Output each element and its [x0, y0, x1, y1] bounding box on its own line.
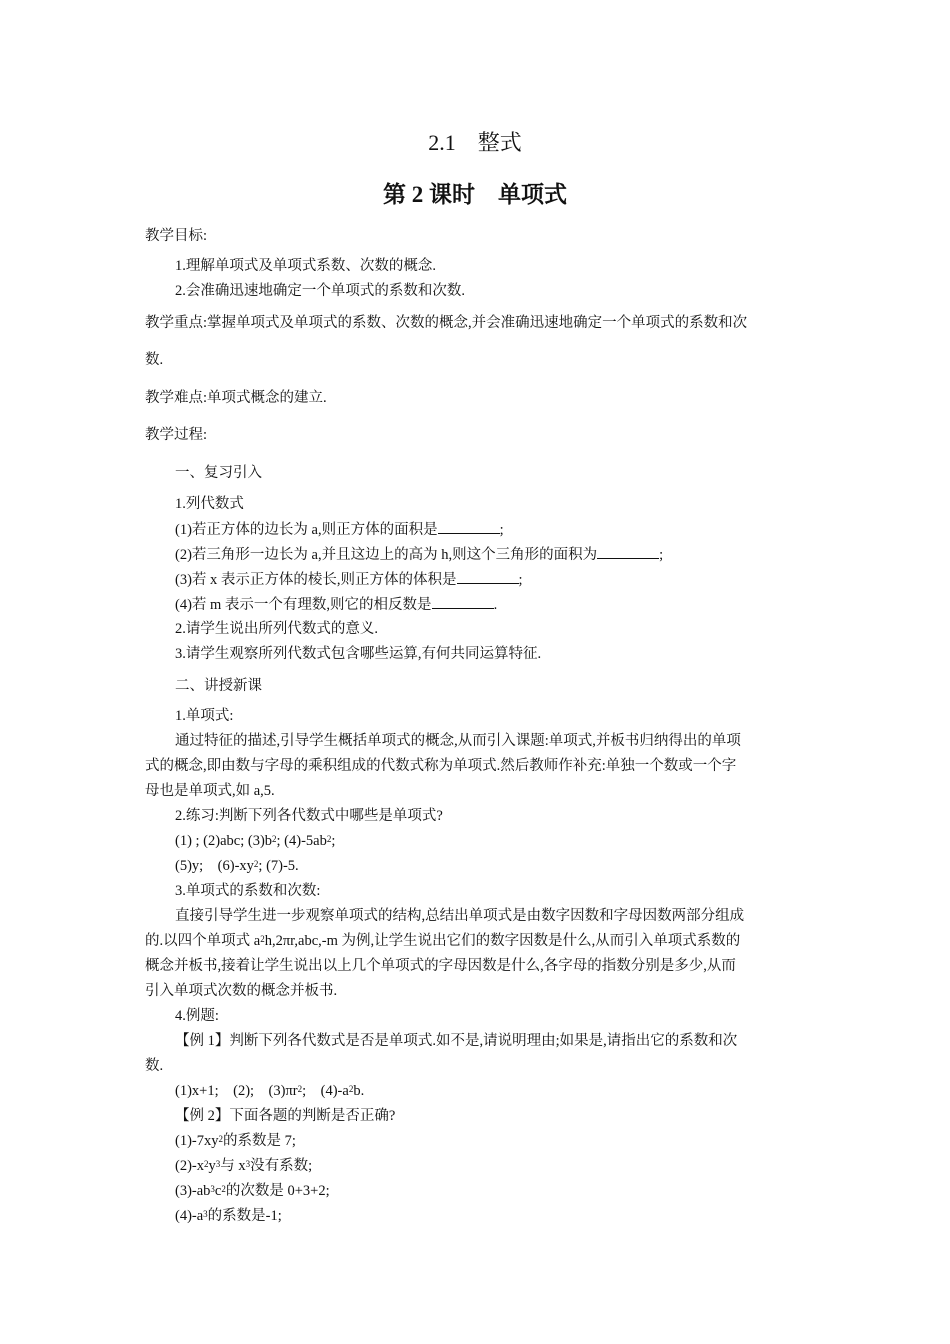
paragraph-line	[145, 931, 740, 951]
question-text: (3)若 x 表示正方体的棱长,则正方体的体积是	[175, 572, 457, 588]
exponent: 3	[215, 1159, 221, 1169]
review-item: 2.请学生说出所列代数式的意义.	[175, 621, 378, 637]
exponent: 2	[297, 1084, 303, 1094]
objective-item: 1.理解单项式及单项式系数、次数的概念.	[175, 258, 436, 274]
expr-text: (3)-ab	[175, 1183, 211, 1199]
exponent: 2	[326, 834, 332, 844]
example-line: 【例 1】判断下列各代数式是否是单项式.如不是,请说明理由;如果是,请指出它的系数和次	[175, 1033, 738, 1049]
example-items	[175, 1081, 364, 1101]
expr-text: 的系数是-1;	[207, 1208, 282, 1224]
paragraph-line: 通过特征的描述,引导学生概括单项式的概念,从而引入课题:单项式,并板书归纳得出的单项	[175, 733, 741, 749]
exponent: 3	[203, 1209, 208, 1219]
review-heading: 一、复习引入	[175, 465, 262, 481]
lesson-title: 第 2 课时 单项式	[383, 182, 567, 207]
exponent: 3	[210, 1184, 215, 1194]
exponent: 2	[204, 1159, 209, 1169]
paragraph-line: 引入单项式次数的概念并板书.	[145, 983, 338, 999]
process-heading: 教学过程:	[145, 427, 208, 443]
paragraph-line: 直接引导学生进一步观察单项式的结构,总结出单项式是由数字因数和字母因数两部分组成	[175, 908, 745, 924]
key-point-line: 教学重点:掌握单项式及单项式的系数、次数的概念,并会准确迅速地确定一个单项式的系数和次	[145, 315, 748, 331]
review-question	[175, 544, 663, 565]
answer-blank	[597, 544, 659, 559]
example-question	[175, 1131, 296, 1151]
review-question	[175, 569, 523, 590]
section-title: 2.1 整式	[428, 130, 522, 155]
question-text: (2)若三角形一边长为 a,并且这边上的高为 h,则这个三角形的面积为	[175, 547, 598, 563]
subsection-title: 2.练习:判断下列各代数式中哪些是单项式?	[175, 808, 443, 824]
example-line: 数.	[145, 1058, 164, 1074]
expr-text: (4)-a	[175, 1208, 204, 1224]
exponent: 2	[348, 1084, 354, 1094]
expr-text: b.	[353, 1083, 365, 1099]
paragraph-line: 概念并板书,接着让学生说出以上几个单项式的字母因数是什么,各字母的指数分别是多少,从而	[145, 958, 736, 974]
expr-text: (1) ; (2)abc; (3)b	[175, 833, 273, 849]
question-end: ;	[518, 572, 523, 588]
example-question	[175, 1156, 312, 1176]
expr-text: 与 x	[220, 1158, 246, 1174]
question-end: .	[493, 597, 498, 613]
expr-text: y	[208, 1158, 216, 1174]
difficulty-line: 教学难点:单项式概念的建立.	[145, 390, 327, 406]
expr-text: ; (7)-5.	[258, 858, 299, 874]
review-question	[175, 519, 504, 540]
answer-blank	[432, 594, 494, 609]
review-question	[175, 594, 497, 615]
expr-text: (1)-7xy	[175, 1133, 219, 1149]
expr-text: (5)y; (6)-xy	[175, 858, 254, 874]
paragraph-line: 母也是单项式,如 a,5.	[145, 783, 275, 799]
example-question	[175, 1206, 282, 1226]
exponent: 2	[221, 1184, 226, 1194]
objective-item: 2.会准确迅速地确定一个单项式的系数和次数.	[175, 283, 465, 299]
subsection-title: 4.例题:	[175, 1008, 219, 1024]
paragraph-line: 式的概念,即由数与字母的乘积组成的代数式称为单项式.然后教师作补充:单独一个数或一个字	[145, 758, 737, 774]
question-end: ;	[499, 522, 504, 538]
exercise-line	[175, 856, 299, 876]
subsection-title: 3.单项式的系数和次数:	[175, 883, 321, 899]
expr-text: h,2πr,abc,-m 为例,让学生说出它们的数字因数是什么,从而引入单项式系数的	[264, 933, 741, 949]
example-title: 【例 2】下面各题的判断是否正确?	[175, 1108, 396, 1124]
question-text: (4)若 m 表示一个有理数,则它的相反数是	[175, 597, 432, 613]
expr-text: 的次数是 0+3+2;	[225, 1183, 330, 1199]
example-question	[175, 1181, 330, 1201]
review-item: 3.请学生观察所列代数式包含哪些运算,有何共同运算特征.	[175, 646, 542, 662]
key-point-line: 数.	[145, 352, 164, 368]
expr-text: c	[214, 1183, 222, 1199]
expr-text: 没有系数;	[250, 1158, 313, 1174]
objectives-heading: 教学目标:	[145, 228, 208, 244]
expr-text: ; (4)-a	[302, 1083, 349, 1099]
new-lesson-heading: 二、讲授新课	[175, 678, 262, 694]
exponent: 3	[245, 1159, 251, 1169]
exponent: 2	[218, 1134, 223, 1144]
expr-text: 的系数是 7;	[223, 1133, 296, 1149]
expr-text: 的.以四个单项式 a	[145, 933, 261, 949]
question-text: (1)若正方体的边长为 a,则正方体的面积是	[175, 522, 438, 538]
expr-text: ;	[331, 833, 336, 849]
answer-blank	[457, 569, 519, 584]
answer-blank	[438, 519, 500, 534]
subsection-title: 1.单项式:	[175, 708, 234, 724]
expr-text: ; (4)-5ab	[276, 833, 327, 849]
exponent: 2	[272, 834, 277, 844]
expr-text: (2)-x	[175, 1158, 204, 1174]
exercise-line	[175, 831, 335, 851]
review-item: 1.列代数式	[175, 496, 244, 512]
expr-text: (1)x+1; (2); (3)πr	[175, 1083, 298, 1099]
question-end: ;	[659, 547, 664, 563]
exponent: 2	[260, 934, 265, 944]
exponent: 2	[253, 859, 259, 869]
